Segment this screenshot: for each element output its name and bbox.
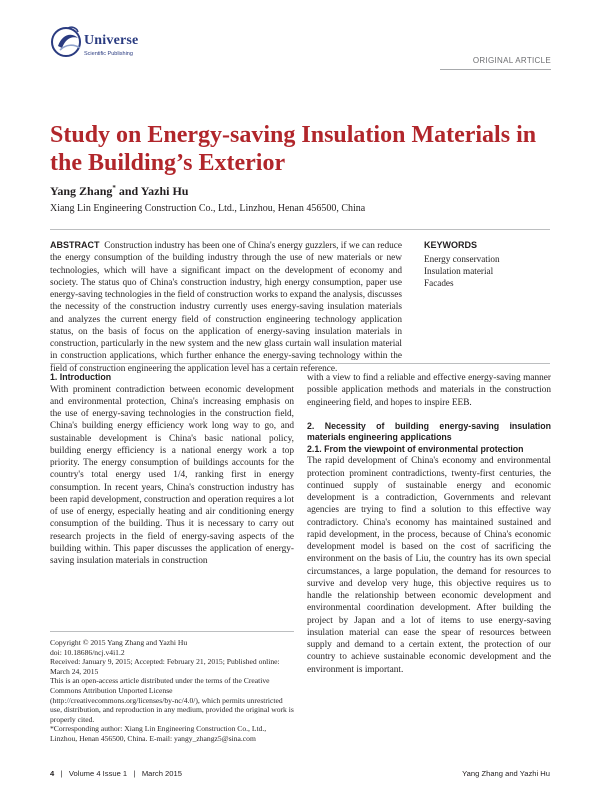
- publisher-name: Universe: [84, 33, 139, 48]
- article-type-label: ORIGINAL ARTICLE: [472, 56, 551, 65]
- footer-date: March 2015: [141, 769, 182, 778]
- article-title: Study on Energy-saving Insulation Materials in the Building’s Exterior: [50, 122, 537, 176]
- right-column: [307, 372, 551, 676]
- keyword-item: Insulation material: [424, 266, 494, 276]
- section-2-1-body: The rapid development of China's economy and environmental protection prominent contradictions, twenty-first centuries, the continued supply of sustainable energy and economic development is a contradiction, Governments and relevant agencies are trying to find a solution to this effective way contradictory. China's economy has maintained sustained and rapid development, in the process, because of China's economic development model is based on the cost of sacrificing the environment on the basis of Liu, the country has its own special circumstances, a large population, the demand for resources to survive and develop very huge, this objective requires us to handle the relationship between economic development and environmental coordination development. After building the project by Japan and a lot of items to use energy-saving insulation material can ease the spear of resources between supply and demand to a certain extent, the protection of our country to achieve sustainable economic development and the environment is important.: [307, 456, 551, 675]
- abstract-divider: [50, 363, 550, 364]
- footnote-corresponding: *Corresponding author: Xiang Lin Engineering Construction Co., Ltd., Linzhou, Henan 456500, China. E-mail: yangy_zhangz5@sina.com: [50, 724, 267, 743]
- publisher-subtitle: Scientific Publishing: [84, 51, 133, 57]
- footnote-divider: [50, 631, 294, 632]
- left-column: [50, 372, 294, 567]
- author-2: Yazhi Hu: [140, 184, 189, 198]
- page-footer-authors: Yang Zhang and Yazhi Hu: [462, 769, 550, 778]
- header-rule: [440, 69, 551, 70]
- author-conjunction: and: [115, 184, 141, 198]
- abstract-text: Construction industry has been one of China's energy guzzlers, if we can reduce the energy consumption of the building industry through the use of new materials or new technologies, which will have a significant impact on the development of economy and society. The status quo of China's construction industry, high energy consumption, paper use energy-saving technologies in the field of construction works to expand the analysis, discusses the necessity of the construction industry currently uses energy-saving insulation materials and analyzes the current energy field of construction engineering technology application status, on the basis of focus on the application of energy-saving insulation materials in construction, particularly in the new system and the new glass curtain wall insulation material in construction applications, which further enhance the energy-saving technology within the field of construction engineering the application level has a certain reference.: [50, 241, 402, 374]
- footnote-doi: doi: 10.18686/ncj.v4i1.2: [50, 647, 125, 657]
- publisher-logo-mark: [50, 24, 82, 58]
- keywords-heading: KEYWORDS: [424, 240, 478, 250]
- section-1-continued: with a view to find a reliable and effective energy-saving manner possible application methods and materials in the construction engineering field, and hopes to inspire EEB.: [307, 373, 551, 408]
- page-number: 4: [50, 769, 55, 778]
- keyword-item: Facades: [424, 278, 454, 288]
- title-divider: [50, 229, 550, 230]
- publisher-logo: [50, 24, 170, 68]
- footer-separator: |: [60, 769, 63, 778]
- author-line: [50, 184, 188, 199]
- footnote-license: This is an open-access article distributed under the terms of the Creative Commons Attribution Unported License (http://creativecommons.org/licenses/by-nc/4.0/), which permits unrestricted use, distribution, and reproduction in any medium, provided the original work is properly cited.: [50, 676, 294, 724]
- keyword-item: Energy conservation: [424, 254, 500, 264]
- affiliation: Xiang Lin Engineering Construction Co., Ltd., Linzhou, Henan 456500, China: [50, 203, 366, 214]
- abstract: [50, 239, 402, 375]
- footnote: [50, 638, 294, 744]
- section-2-heading: 2. Necessity of building energy-saving insulation materials engineering applications: [307, 420, 551, 443]
- abstract-label: ABSTRACT: [50, 240, 100, 250]
- footer-separator: |: [133, 769, 136, 778]
- author-1: Yang Zhang: [50, 184, 113, 198]
- section-1-body: With prominent contradiction between economic development and environmental protection, China's increasing emphasis on the use of energy-saving technologies in the construction field, China's building energy efficiency work long way to go, and sustainable development is China's basic national policy, building energy efficiency is a national energy work a top priority. The energy consumption of buildings accounts for the country's total energy used 1/4, ranking first in energy consumption. In recent years, China's construction industry has been rapid development, construction and operation requires a lot of use of energy, especially heating and air conditioning energy consumption of the building. Thus it is necessary to carry out research projects in the field of energy-saving aspects of the building within. This paper discusses the application of energy-saving insulation materials in construction: [50, 384, 294, 566]
- footnote-dates: Received: January 9, 2015; Accepted: February 21, 2015; Published online: March 24, 2015: [50, 657, 280, 676]
- footnote-copyright: Copyright © 2015 Yang Zhang and Yazhi Hu: [50, 638, 188, 647]
- page-footer-left: [50, 769, 182, 778]
- section-1-heading: 1. Introduction: [50, 372, 112, 382]
- corresponding-mark: *: [112, 184, 116, 192]
- footer-volume: Volume 4 Issue 1: [68, 769, 128, 778]
- section-2-1-heading: 2.1. From the viewpoint of environmental protection: [307, 443, 524, 454]
